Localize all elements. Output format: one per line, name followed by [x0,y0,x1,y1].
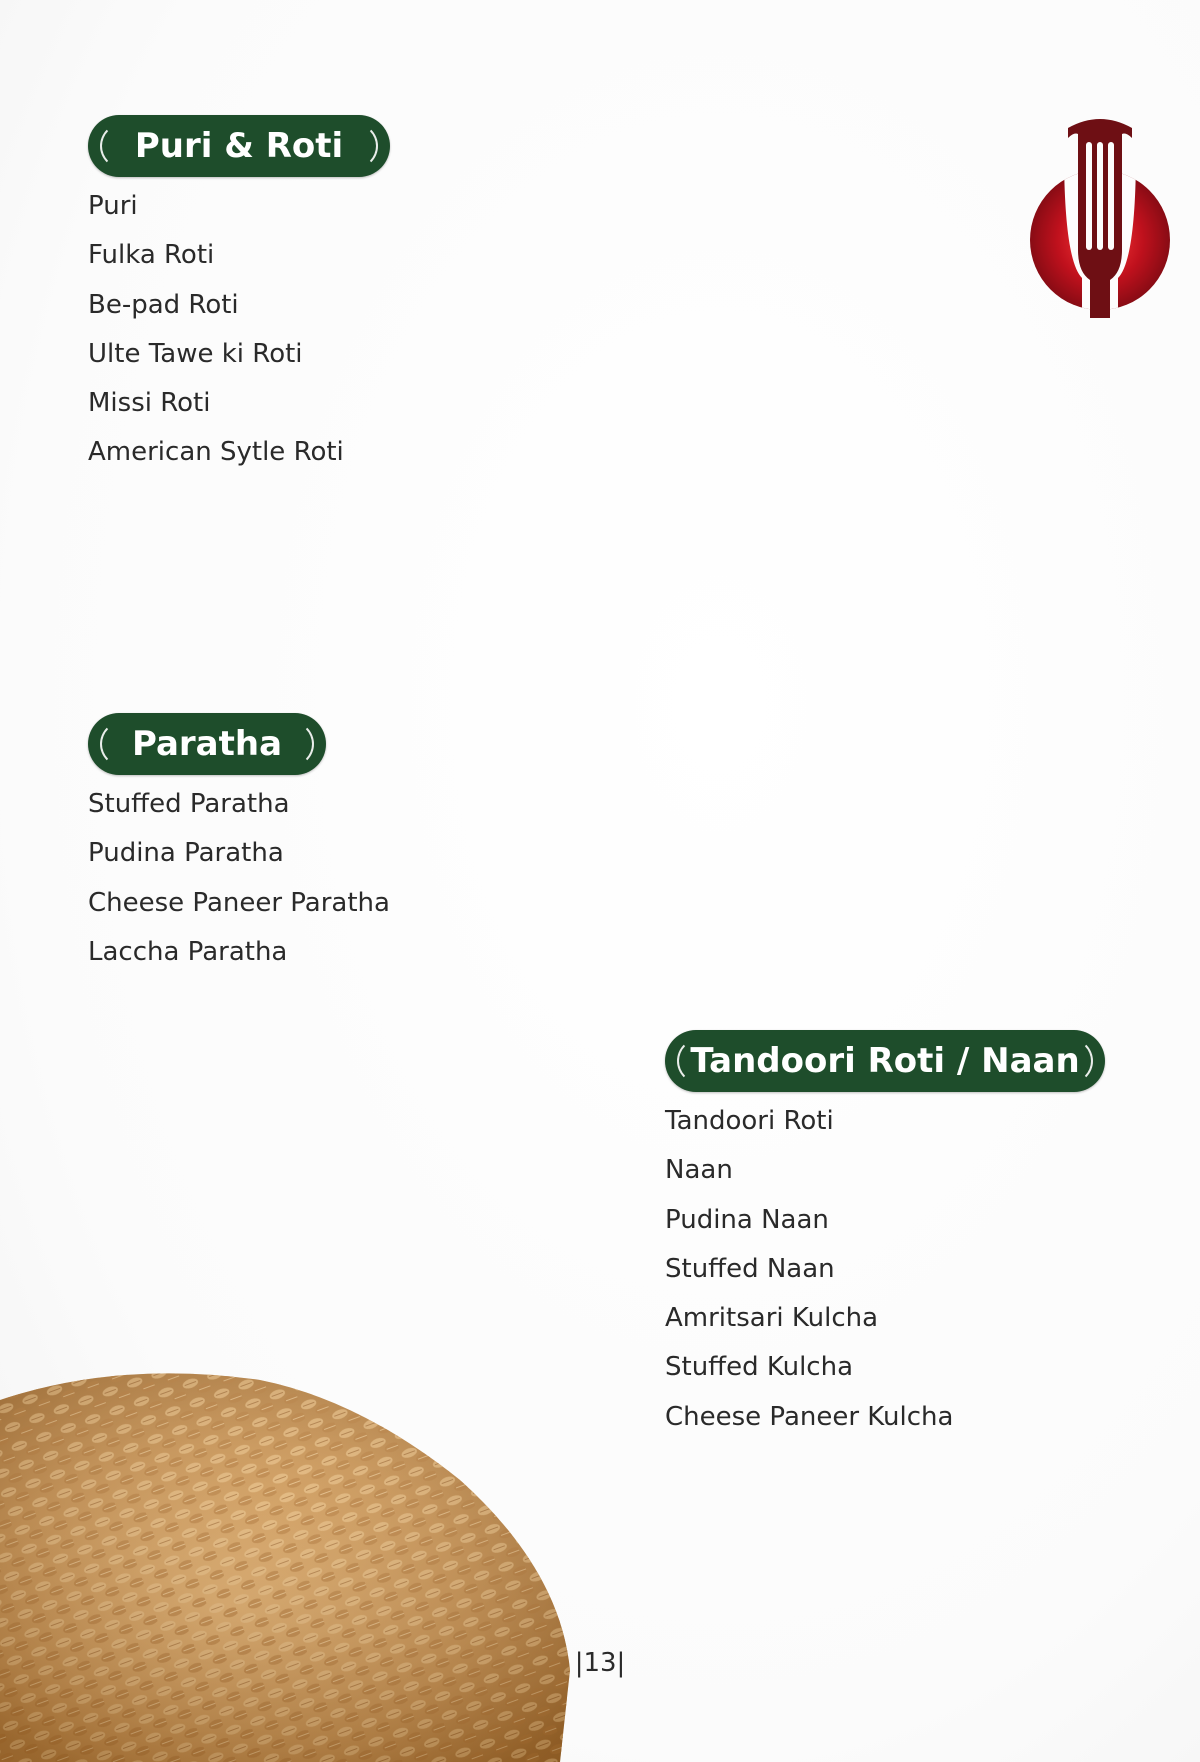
list-item: Stuffed Naan [665,1253,835,1284]
list-item: American Sytle Roti [88,437,344,468]
paratha-list [88,780,390,977]
list-item: Stuffed Kulcha [665,1352,854,1383]
list-item: Tandoori Roti [665,1106,834,1136]
section-title: Tandoori Roti / Naan [690,1041,1080,1081]
wheat-grain-image [0,1340,580,1762]
list-item: Fulka Roti [88,240,215,271]
list-item: Cheese Paneer Kulcha [665,1401,954,1432]
list-item: Cheese Paneer Paratha [88,887,390,918]
list-item: Be-pad Roti [88,289,239,320]
page-number: |13| [574,1648,626,1678]
list-item: Stuffed Paratha [88,789,290,819]
tandoori-list [665,1097,953,1442]
list-item: Laccha Paratha [88,936,288,967]
list-item: Puri [88,191,138,221]
puri-roti-list [88,182,344,478]
section-heading-puri-roti [88,115,390,177]
list-item: Missi Roti [88,388,211,419]
list-item: Pudina Paratha [88,838,284,869]
section-heading-tandoori [665,1030,1105,1092]
section-title: Paratha [131,724,283,764]
section-title: Puri & Roti [134,126,344,166]
list-item: Naan [665,1155,733,1186]
list-item: Pudina Naan [665,1204,829,1235]
list-item: Ulte Tawe ki Roti [88,338,303,369]
fork-logo-icon [1030,110,1170,320]
list-item: Amritsari Kulcha [665,1303,879,1334]
section-heading-paratha [88,713,326,775]
